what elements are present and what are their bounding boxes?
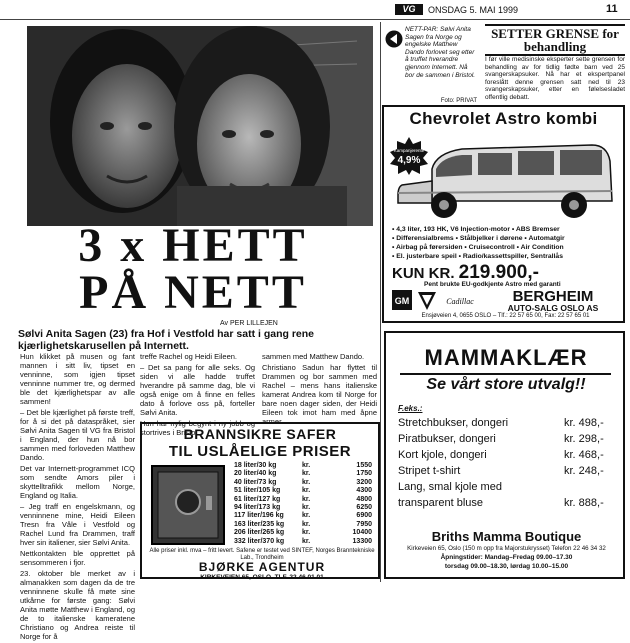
price-prefix: KUN KR. — [392, 265, 455, 282]
page-number: 11 — [606, 3, 618, 15]
currency-label: kr. — [302, 520, 311, 528]
photo-caption-box — [385, 24, 478, 106]
safe-size: 40 liter/73 kg — [234, 478, 277, 486]
safe-ad-headline-1: BRANNSIKRE SAFER — [183, 426, 337, 442]
safe-price-table — [234, 462, 376, 546]
safe-price-row — [234, 487, 376, 495]
safe-price-row — [234, 504, 376, 512]
item-price — [564, 479, 618, 495]
car-ad-title: Chevrolet Astro kombi — [409, 109, 598, 128]
paragraph: Christiano Sadun har flyttet til Drammen og bor sammen med Rachel – mens hans italienske kamerat Andrea kom til Norge for bare noen dager siden, der Heidi Eileen tok imot ham med åpne armer. — [262, 363, 377, 426]
paragraph: Hun klikket på musen og fant mannen i sitt liv, tipset en venninne, som igjen tipset venninne nummer tre, og dermed ble det kjærlighetspar av alle sammen! — [20, 352, 135, 406]
safe-price-row — [234, 538, 376, 546]
safe-icon — [148, 462, 228, 548]
maternity-clothes-advertisement — [384, 331, 625, 579]
safe-price: 6250 — [356, 503, 372, 511]
maternity-item-row — [398, 463, 618, 479]
currency-label: kr. — [302, 478, 311, 486]
safe-price-row — [234, 529, 376, 537]
currency-label: kr. — [302, 529, 311, 537]
item-name: transparent bluse — [398, 497, 483, 509]
paragraph: – Jeg traff en engelskmann, og venninnene mine, Heidi Eileen Tresn fra Våle i Vestfold og Rachel Lund fra Drammen, traff hver sin italiener, sier Sølvi Anita. — [20, 502, 135, 547]
arrow-icon — [385, 30, 403, 48]
opening-hours-2: torsdag 09.00–18.30, lørdag 10.00–15.00 — [444, 563, 569, 570]
safe-advertisement — [140, 422, 380, 579]
currency-label: kr. — [302, 503, 311, 511]
safe-price-row — [234, 496, 376, 504]
article-lead: Sølvi Anita Sagen (23) fra Hof i Vestfold har satt i gang rene kjærlighetskarusellen på Internett. — [18, 328, 315, 352]
maternity-item-row — [398, 431, 618, 447]
safe-price: 7950 — [356, 520, 372, 528]
maternity-item-row — [398, 447, 618, 463]
spec-line: • 4,3 liter, 193 HK, V6 Injection-motor • ABS Bremser — [392, 226, 560, 233]
safe-price-row — [234, 479, 376, 487]
item-name: Lang, smal kjole med — [398, 481, 502, 493]
photo-credit: Foto: PRIVAT — [440, 98, 477, 104]
currency-label: kr. — [302, 462, 311, 469]
currency-label: kr. — [302, 495, 311, 503]
currency-label: kr. — [302, 487, 311, 495]
title-underline — [400, 373, 611, 375]
currency-label: kr. — [302, 537, 311, 545]
item-name: Stretchbukser, dongeri — [398, 417, 509, 429]
dealer-address: Ensjøveien 4, 0655 OSLO – Tlf.: 22 57 65 00, Fax: 22 57 65 01 — [421, 313, 590, 319]
safe-size: 94 liter/173 kg — [234, 503, 281, 511]
maternity-price-list — [398, 415, 618, 511]
safe-price: 1750 — [356, 470, 372, 478]
car-advertisement — [382, 105, 625, 323]
safe-size: 117 liter/196 kg — [234, 512, 284, 520]
gm-logo: GM — [394, 296, 410, 306]
spec-line: • Airbag på førersiden • Cruisecontroll • Air Condition — [392, 244, 564, 251]
maternity-item-row — [398, 415, 618, 431]
safe-ad-brand: BJØRKE AGENTUR — [198, 560, 326, 574]
safe-price-row — [234, 470, 376, 478]
safe-price: 10400 — [352, 529, 372, 537]
price-note: Pent brukte EU-godkjente Astro med garanti — [424, 281, 561, 288]
paragraph: Nettkontakten ble opprettet på sensommeren i fjor. — [20, 549, 135, 567]
paragraph: sammen med Matthew Dando. — [262, 352, 365, 361]
vg-logo: VG — [395, 4, 423, 15]
paragraph: Hun har nylig begynt i ny jobb og stortrives i Bristol — [140, 419, 255, 437]
article-column-1 — [20, 352, 135, 643]
safe-size: 61 liter/127 kg — [234, 495, 281, 503]
safe-ad-footnote: Alle priser inkl. mva – fritt levert. Safene er testet ved SINTEF, Norges Branntekniske Lab., Trondheim — [149, 548, 375, 561]
safe-price: 1550 — [356, 462, 372, 469]
safe-price: 13300 — [352, 537, 372, 545]
safe-price-row — [234, 512, 376, 520]
page-header — [0, 0, 630, 20]
dealer-subtitle: AUTO-SALG OSLO AS — [507, 303, 599, 313]
article-headline — [8, 219, 378, 322]
badge-label: Kampanjerente — [393, 148, 425, 153]
price-value: 219.900,- — [458, 262, 539, 283]
safe-price: 4800 — [356, 495, 372, 503]
safe-price-row — [234, 462, 376, 470]
item-name: Piratbukser, dongeri — [398, 433, 496, 445]
maternity-ad-subtitle: Se vårt store utvalg!! — [426, 376, 586, 393]
item-name: Stripet t-shirt — [398, 465, 461, 477]
safe-price: 3200 — [356, 478, 372, 486]
maternity-item-row — [398, 495, 618, 511]
safe-price-row — [234, 521, 376, 529]
cadillac-logo: Cadillac — [446, 297, 474, 306]
item-price: kr. 498,- — [564, 417, 604, 429]
headline-line-1: 3 x HETT — [78, 219, 308, 272]
safe-size: 206 liter/265 kg — [234, 529, 285, 537]
news-brief-title: SETTER GRENSE for behandling — [485, 24, 625, 56]
paragraph: 23. oktober ble merket av i almanakken som dagen da de tre venninnene skulle få møte sine utkårne for første gang: Sølvi Anita møtte Matthew i England, og de to italienske kameratene Christiano og Andrea reiste til Norge for å — [20, 569, 135, 641]
car-spec-list — [392, 225, 620, 261]
maternity-item-row — [398, 479, 618, 495]
safe-size: 20 liter/40 kg — [234, 470, 277, 478]
safe-size: 163 liter/235 kg — [234, 520, 285, 528]
safe-price: 6900 — [356, 512, 372, 520]
byline: Av PER LILLEJEN — [220, 320, 278, 327]
headline-line-2: PÅ NETT — [79, 266, 307, 319]
safe-size: 51 liter/105 kg — [234, 487, 281, 495]
currency-label: kr. — [302, 470, 311, 478]
item-price: kr. 468,- — [564, 449, 604, 461]
interest-rate-badge — [390, 137, 428, 175]
caption-text: NETT-PAR: Sølvi Anita Sagen fra Norge og engelske Matthew Dando forlovet seg etter å truffet hverandre gjennom Internett. Nå bor de sammen i Bristol. — [405, 26, 476, 79]
article-column-3 — [262, 352, 377, 428]
issue-date: ONSDAG 5. MAI 1999 — [428, 5, 519, 15]
item-price: kr. 888,- — [564, 497, 604, 509]
item-price: kr. 298,- — [564, 433, 604, 445]
item-price: kr. 248,- — [564, 465, 604, 477]
safe-size: 332 liter/370 kg — [234, 537, 285, 545]
news-brief-body: I før ville medisinske eksperter sette grensen for behandling av for tidlig fødte barn ved 25 svangerskapsuker. Nå har et ekspertpanel foreslått denne grensen satt ned til 23 svangerskapsuker, etter en følelsesladet offentlig debatt. — [485, 56, 625, 101]
spec-line: • Differensialbrems • Stålbjelker i dørene • Automatgir — [392, 235, 565, 242]
maternity-ad-title: MAMMAKLÆR — [424, 345, 588, 370]
example-label: F.eks.: — [398, 404, 423, 413]
paragraph: – Det sa pang for alle seks. Og siden vi alle hadde truffet hverandre på samme dag, ble vi også enige om å finne en felles dato å forlove oss på, forteller Sølvi Anita. — [140, 363, 255, 417]
spec-line: • El. justerbare speil • Radio/kassettspiller, Sentrallås — [392, 253, 563, 260]
badge-value: 4,9% — [397, 155, 421, 166]
paragraph: – Det ble kjærlighet på første treff, for å si det på dataspråket, sier Sølvi Anita Sagen til VG fra Bristol i England, der hun nå bor sammen med forloveden Matthew Dando. — [20, 408, 135, 462]
shop-name: Briths Mamma Boutique — [431, 529, 582, 544]
paragraph: treffe Rachel og Heidi Eileen. — [140, 352, 238, 361]
column-divider — [380, 22, 381, 582]
dealer-name: BERGHEIM — [512, 288, 594, 305]
currency-label: kr. — [302, 512, 311, 520]
paragraph: Det var Internett-programmet ICQ som sendte Amors piler i skyttelltrafikk mellom Norge, England og Italia. — [20, 464, 135, 500]
opening-hours-1: Åpningstider: Mandag–Fredag 09.00–17.30 — [440, 554, 573, 561]
safe-price: 4300 — [356, 487, 372, 495]
safe-ad-headline-2: TIL USLÅELIGE PRISER — [168, 443, 352, 460]
item-name: Kort kjole, dongeri — [398, 449, 487, 461]
couple-photo — [27, 26, 373, 226]
shop-address: Kirkeveien 65, Oslo (150 m opp fra Majorstukrysset) Telefon 22 46 34 32 — [407, 545, 606, 552]
safe-size: 18 liter/30 kg — [234, 462, 277, 469]
safe-ad-address: KIRKEVEIEN 65, OSLO. TLF. 22 46 01 01 — [200, 574, 324, 581]
